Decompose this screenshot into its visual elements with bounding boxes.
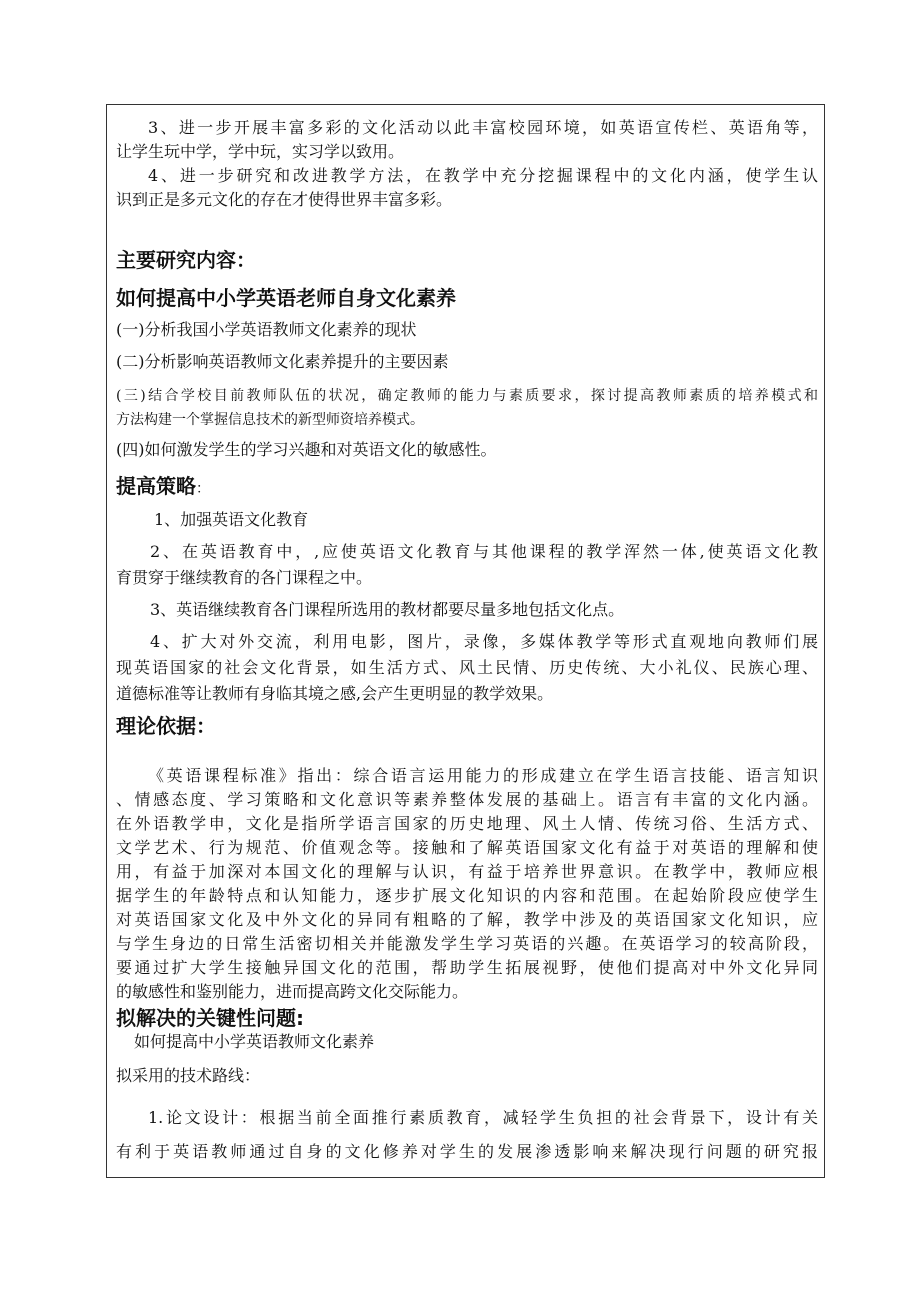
- theory-line-3: 在外语教学申，文化是指所学语言国家的历史地理、风土人情、传统习俗、生活方式、: [116, 814, 818, 833]
- theory-heading: 理论依据：: [116, 714, 216, 738]
- strategy-heading-text: 提高策略: [116, 474, 196, 498]
- theory-line-7: 对英语国家文化及中外文化的异同有粗略的了解，教学中涉及的英语国家文化知识，应: [116, 910, 818, 929]
- theory-line-2: 、情感态度、学习策略和文化意识等素养整体发展的基础上。语言有丰富的文化内涵。: [116, 790, 818, 809]
- theory-line-8: 与学生身边的日常生活密切相关并能激发学生学习英语的兴趣。在英语学习的较高阶段，: [116, 934, 818, 953]
- strategy-point-4-line-1: 4、扩大对外交流，利用电影，图片，录像，多媒体教学等形式直观地向教师们展: [150, 632, 818, 651]
- design-line-1: 1.论文设计：根据当前全面推行素质教育，减轻学生负担的社会背景下，设计有关: [148, 1108, 818, 1127]
- theory-line-9: 要通过扩大学生接触异国文化的范围，帮助学生拓展视野，使他们提高对中外文化异同: [116, 958, 818, 977]
- design-line-2: 有利于英语教师通过自身的文化修养对学生的发展渗透影响来解决现行问题的研究报: [116, 1142, 818, 1161]
- theory-line-6: 据学生的年龄特点和认知能力，逐步扩展文化知识的内容和范围。在起始阶段应使学生: [116, 886, 818, 905]
- research-content-heading: 主要研究内容：: [116, 248, 256, 272]
- strategy-point-2-line-1: 2、在英语教育中，,应使英语文化教育与其他课程的教学浑然一体,使英语文化教: [150, 542, 818, 561]
- objective-4-line-1: 4、进一步研究和改进教学方法，在教学中充分挖掘课程中的文化内涵，使学生认: [148, 166, 818, 185]
- content-item-3-line-2: 方法构建一个掌握信息技术的新型师资培养模式。: [116, 412, 424, 428]
- theory-line-5: 用，有益于加深对本国文化的理解与认识，有益于培养世界意识。在教学中，教师应根: [116, 862, 818, 881]
- content-item-1: (一)分析我国小学英语教师文化素养的现状: [116, 320, 417, 339]
- strategy-point-1: 1、加强英语文化教育: [154, 510, 309, 529]
- strategy-heading: [116, 472, 818, 503]
- key-issue-heading: 拟解决的关键性问题:: [116, 1006, 304, 1030]
- content-item-4: (四)如何激发学生的学习兴趣和对英语文化的敏感性。: [116, 440, 497, 459]
- technical-route-label: 拟采用的技术路线：: [116, 1066, 261, 1085]
- key-issue-text: 如何提高中小学英语教师文化素养: [134, 1032, 375, 1051]
- content-item-2: (二)分析影响英语教师文化素养提升的主要因素: [116, 352, 449, 371]
- strategy-point-4-line-2: 现英语国家的社会文化背景，如生活方式、风土民情、历史传统、大小礼仪、民族心理、: [116, 658, 818, 677]
- objective-3-line-1: 3、进一步开展丰富多彩的文化活动以此丰富校园环境，如英语宣传栏、英语角等，: [148, 118, 818, 137]
- objective-4-line-2: 识到正是多元文化的存在才使得世界丰富多彩。: [116, 190, 453, 209]
- strategy-point-4-line-3: 道德标准等让教师有身临其境之感,会产生更明显的教学效果。: [116, 684, 554, 703]
- research-content-subheading: 如何提高中小学英语老师自身文化素养: [116, 286, 456, 310]
- theory-line-1: 《英语课程标准》指出：综合语言运用能力的形成建立在学生语言技能、语言知识: [148, 766, 818, 785]
- theory-line-4: 文学艺术、行为规范、价值观念等。接触和了解英语国家文化有益于对英语的理解和使: [116, 838, 818, 857]
- strategy-heading-mark: ：: [196, 481, 210, 497]
- objective-3-line-2: 让学生玩中学，学中玩，实习学以致用。: [116, 142, 405, 161]
- strategy-point-3: 3、英语继续教育各门课程所选用的教材都要尽量多地包括文化点。: [150, 600, 625, 619]
- content-item-3-line-1: (三)结合学校目前教师队伍的状况，确定教师的能力与素质要求，探讨提高教师素质的培养模式和: [116, 388, 818, 404]
- theory-line-10: 的敏感性和鉴别能力，进而提高跨文化交际能力。: [116, 982, 469, 1001]
- strategy-point-2-line-2: 育贯穿于继续教育的各门课程之中。: [116, 568, 373, 587]
